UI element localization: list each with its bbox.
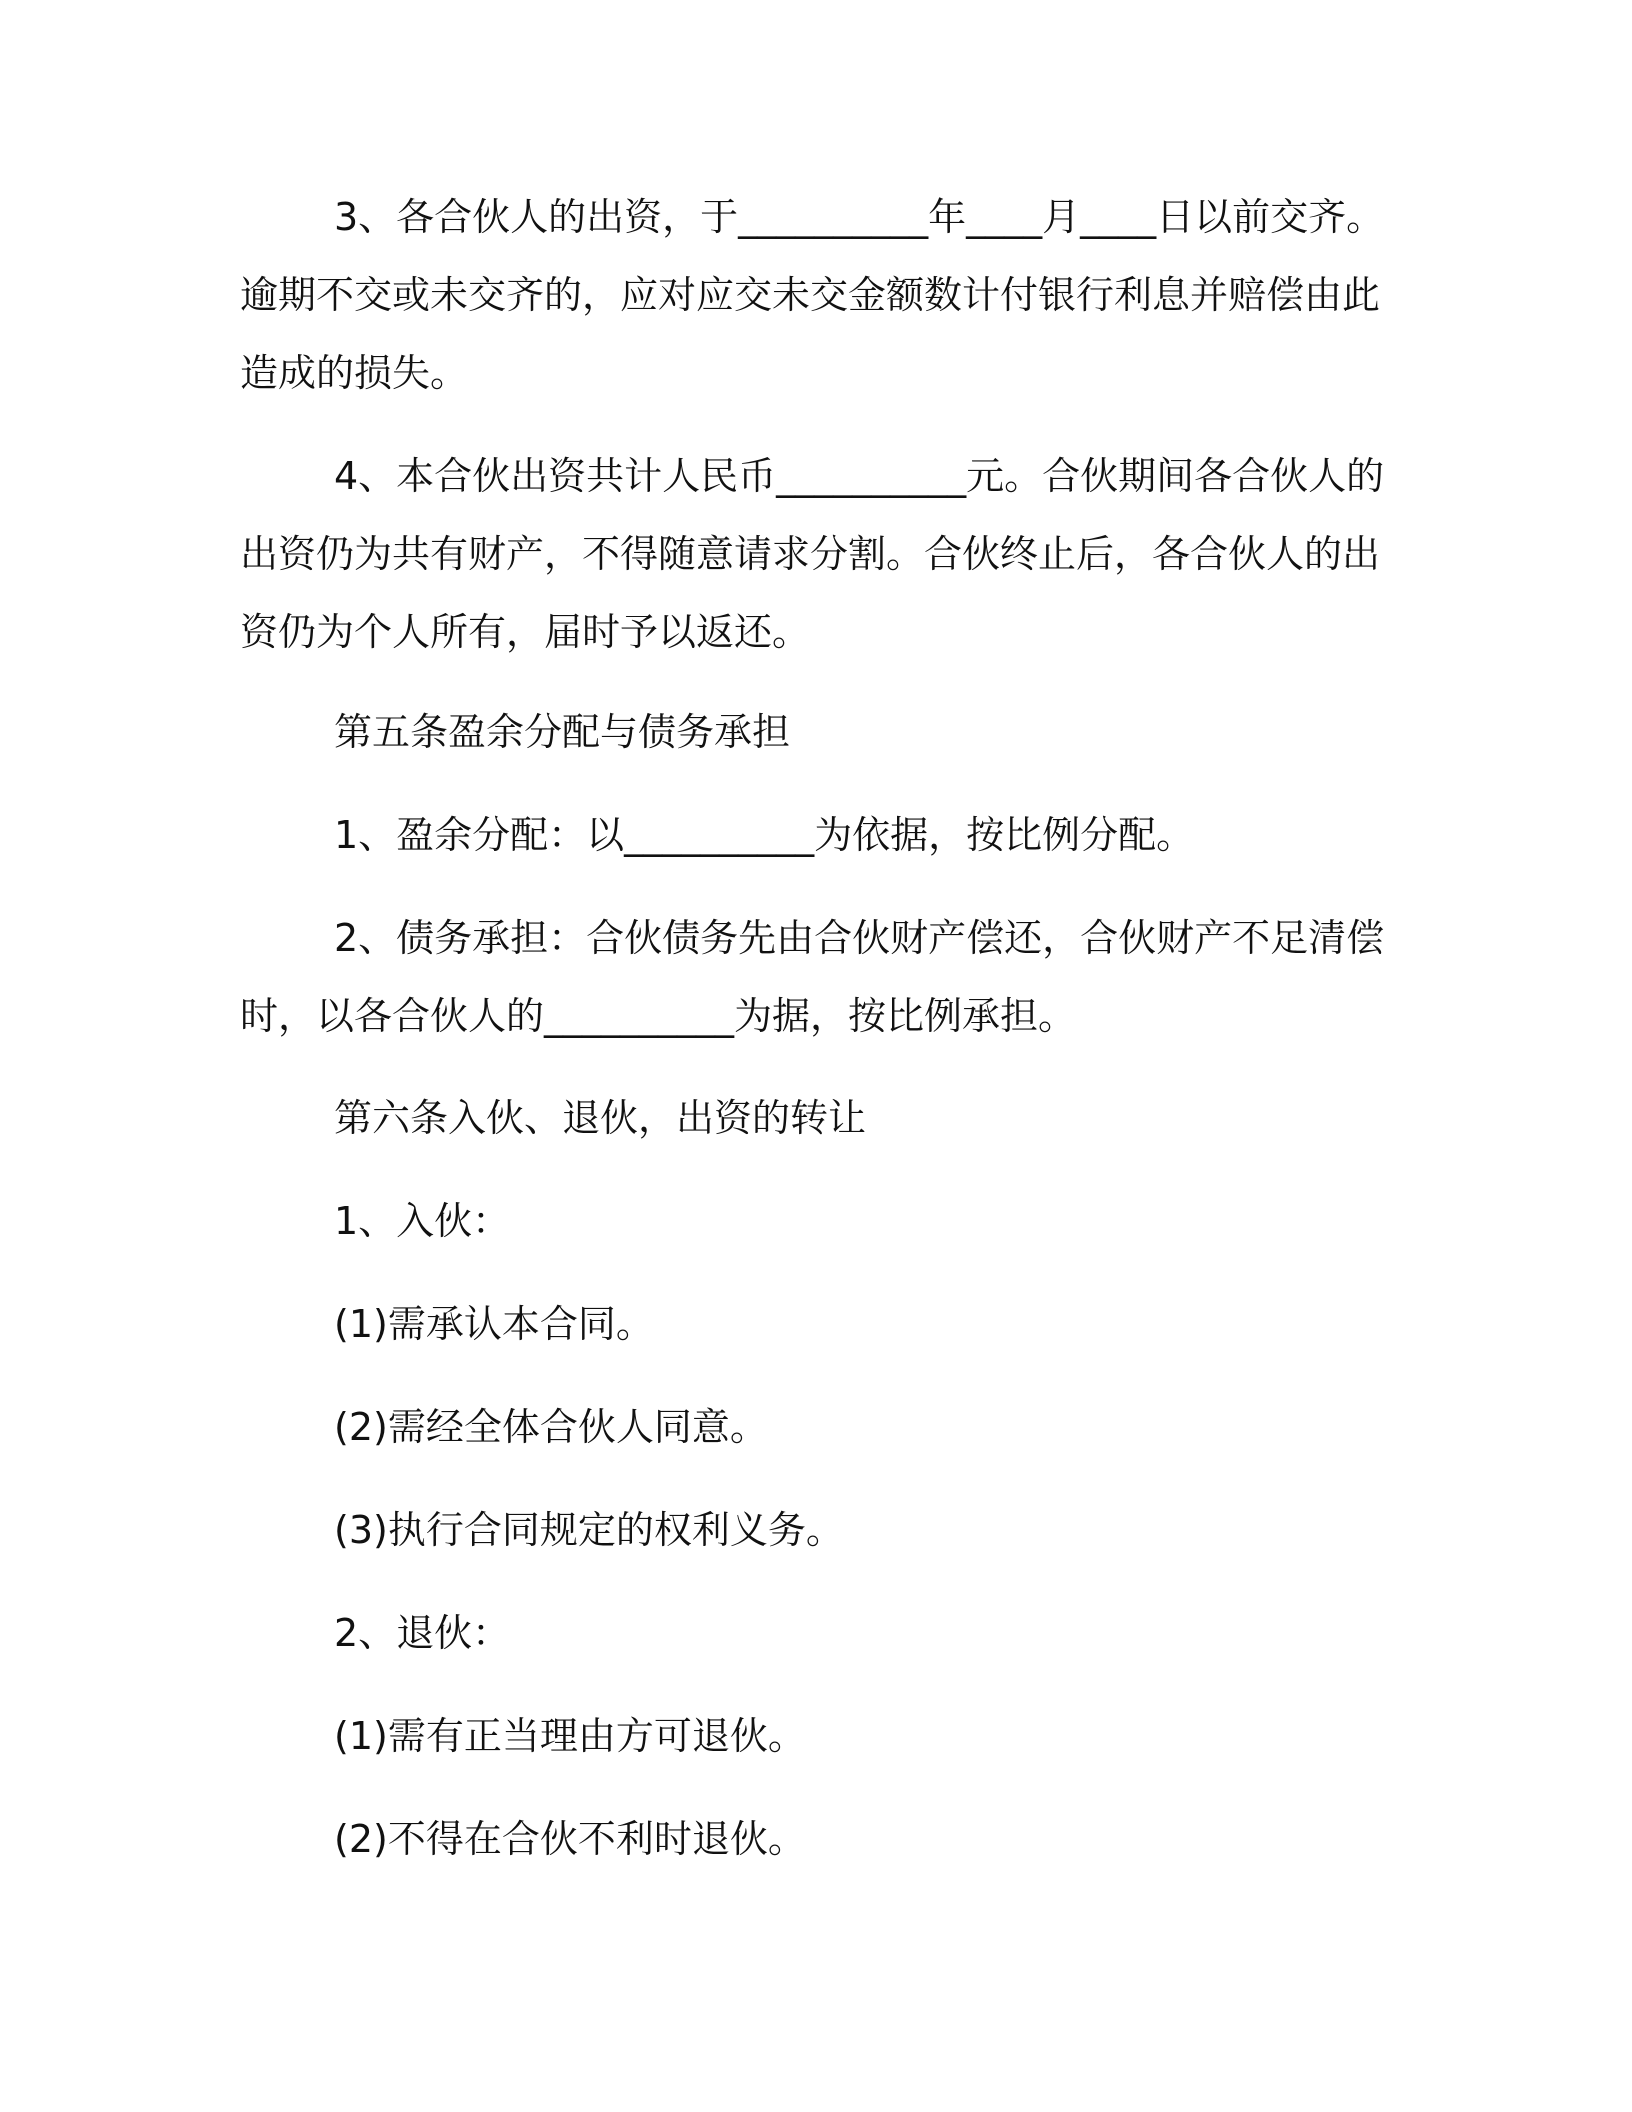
item-5-1: 1、盈余分配：以__________为依据，按比例分配。 xyxy=(334,813,1195,857)
paragraph-3 xyxy=(240,178,1385,412)
article-5-heading: 第五条盈余分配与债务承担 xyxy=(334,710,791,754)
item-5-2-line-1: 2、债务承担：合伙债务先由合伙财产偿还，合伙财产不足清偿 xyxy=(334,916,1385,960)
item-6-1-2: (2)需经全体合伙人同意。 xyxy=(334,1405,768,1449)
item-5-2 xyxy=(240,899,1385,1055)
item-6-1: 1、入伙： xyxy=(334,1199,511,1243)
paragraph-4-line-2: 出资仍为共有财产，不得随意请求分割。合伙终止后，各合伙人的出 xyxy=(240,532,1381,576)
paragraph-4 xyxy=(240,437,1385,671)
item-6-1-3: (3)执行合同规定的权利义务。 xyxy=(334,1508,844,1552)
paragraph-4-line-3: 资仍为个人所有，届时予以返还。 xyxy=(240,610,811,654)
item-6-2-2: (2)不得在合伙不利时退伙。 xyxy=(334,1817,806,1861)
paragraph-3-line-3: 造成的损失。 xyxy=(240,351,469,395)
paragraph-3-line-2: 逾期不交或未交齐的，应对应交未交金额数计付银行利息并赔偿由此 xyxy=(240,273,1381,317)
paragraph-4-line-1: 4、本合伙出资共计人民币__________元。合伙期间各合伙人的 xyxy=(334,454,1385,498)
item-6-2-1: (1)需有正当理由方可退伙。 xyxy=(334,1714,806,1758)
item-5-2-line-2: 时，以各合伙人的__________为据，按比例承担。 xyxy=(240,994,1077,1038)
article-6-heading: 第六条入伙、退伙，出资的转让 xyxy=(334,1096,867,1140)
item-6-1-1: (1)需承认本合同。 xyxy=(334,1302,654,1346)
paragraph-3-line-1: 3、各合伙人的出资，于__________年____月____日以前交齐。 xyxy=(334,195,1385,239)
item-6-2: 2、退伙： xyxy=(334,1611,511,1655)
